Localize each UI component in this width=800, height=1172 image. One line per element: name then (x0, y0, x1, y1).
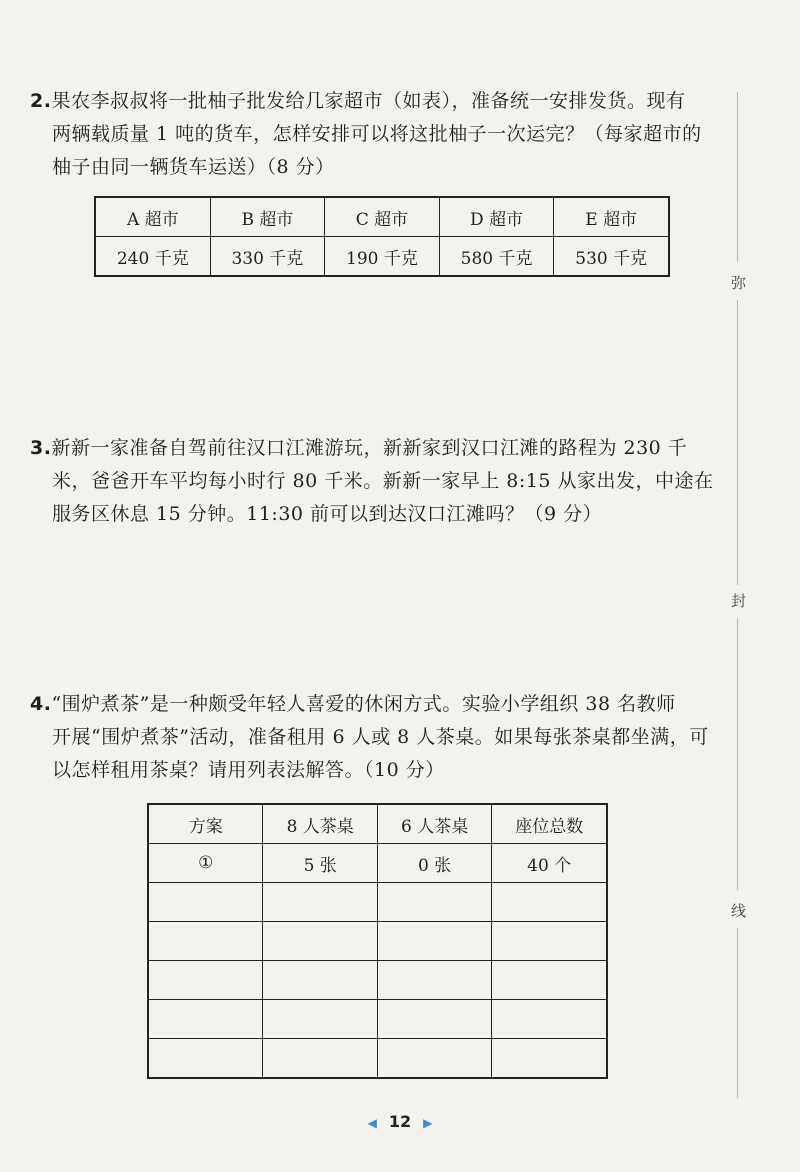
table-cell[interactable] (263, 1000, 377, 1039)
question-text-line: “围炉煮茶”是一种颇受年轻人喜爱的休闲方式。实验小学组织 38 名教师 (51, 693, 676, 715)
margin-rule (737, 300, 738, 585)
margin-rule (737, 618, 738, 890)
triangle-right-icon: ▶ (423, 1116, 433, 1130)
tea-table-plan-table (147, 803, 608, 1079)
margin-rule (737, 928, 738, 1098)
table-cell[interactable] (263, 961, 377, 1000)
table-cell[interactable] (492, 883, 607, 922)
question-text-line: 果农李叔叔将一批柚子批发给几家超市（如表），准备统一安排发货。现有 (51, 90, 686, 112)
page-number-text: 12 (388, 1112, 412, 1131)
question-text-line: 开展“围炉煮茶”活动，准备租用 6 人或 8 人茶桌。如果每张茶桌都坐满，可 (52, 726, 709, 748)
table-cell: 5 张 (263, 844, 377, 883)
table-row (148, 961, 607, 1000)
question-number: 2. (30, 90, 52, 112)
table-cell[interactable] (263, 883, 377, 922)
margin-char: 线 (731, 902, 747, 920)
table-header-row (148, 804, 607, 844)
triangle-left-icon: ◀ (367, 1116, 377, 1130)
table-cell: 330 千克 (210, 237, 325, 277)
table-cell[interactable] (377, 883, 491, 922)
table-cell[interactable] (492, 961, 607, 1000)
question-text-line: 柚子由同一辆货车运送）（8 分） (52, 156, 335, 178)
question-text-line: 两辆载质量 1 吨的货车，怎样安排可以将这批柚子一次运完？（每家超市的 (52, 123, 702, 145)
page-number (0, 1112, 800, 1131)
table-row (148, 922, 607, 961)
margin-char: 弥 (731, 274, 747, 292)
table-header-cell: B 超市 (210, 197, 325, 237)
margin-rule (737, 92, 738, 262)
table-header-cell: C 超市 (325, 197, 440, 237)
table-row (95, 237, 669, 277)
table-cell[interactable] (148, 1039, 263, 1079)
table-row (148, 1000, 607, 1039)
table-cell: 190 千克 (325, 237, 440, 277)
question-number: 3. (30, 437, 52, 459)
question-text-line: 服务区休息 15 分钟。11:30 前可以到达汉口江滩吗？（9 分） (52, 503, 603, 525)
table-header-cell: 6 人茶桌 (377, 804, 491, 844)
table-cell: 240 千克 (95, 237, 210, 277)
table-cell[interactable] (492, 922, 607, 961)
table-cell[interactable] (492, 1039, 607, 1079)
table-header-cell: A 超市 (95, 197, 210, 237)
table-cell: 530 千克 (554, 237, 669, 277)
table-cell[interactable] (148, 961, 263, 1000)
table-cell[interactable] (377, 1000, 491, 1039)
table-header-cell: 8 人茶桌 (263, 804, 377, 844)
table-cell: 40 个 (492, 844, 607, 883)
table-cell: 580 千克 (439, 237, 554, 277)
table-cell[interactable] (148, 883, 263, 922)
margin-char: 封 (731, 592, 747, 610)
table-cell[interactable] (263, 1039, 377, 1079)
table-header-cell: 方案 (148, 804, 263, 844)
table-cell[interactable] (377, 1039, 491, 1079)
question-4 (30, 688, 730, 787)
table-cell[interactable] (377, 961, 491, 1000)
question-text-line: 米，爸爸开车平均每小时行 80 千米。新新一家早上 8:15 从家出发，中途在 (52, 470, 714, 492)
table-header-row (95, 197, 669, 237)
table-cell[interactable] (263, 922, 377, 961)
table-cell[interactable] (148, 922, 263, 961)
question-number: 4. (30, 693, 52, 715)
table-header-cell: 座位总数 (492, 804, 607, 844)
question-text-line: 新新一家准备自驾前往汉口江滩游玩，新新家到汉口江滩的路程为 230 千 (51, 437, 688, 459)
table-cell: 0 张 (377, 844, 491, 883)
table-row (148, 1039, 607, 1079)
question-3 (30, 432, 730, 531)
question-text-line: 以怎样租用茶桌？请用列表法解答。（10 分） (52, 759, 445, 781)
table-cell[interactable] (492, 1000, 607, 1039)
table-cell[interactable] (148, 1000, 263, 1039)
table-cell[interactable] (377, 922, 491, 961)
table-cell: ① (148, 844, 263, 883)
table-row (148, 883, 607, 922)
supermarket-table (94, 196, 670, 277)
table-row (148, 844, 607, 883)
table-header-cell: D 超市 (439, 197, 554, 237)
question-2 (30, 85, 730, 184)
table-header-cell: E 超市 (554, 197, 669, 237)
